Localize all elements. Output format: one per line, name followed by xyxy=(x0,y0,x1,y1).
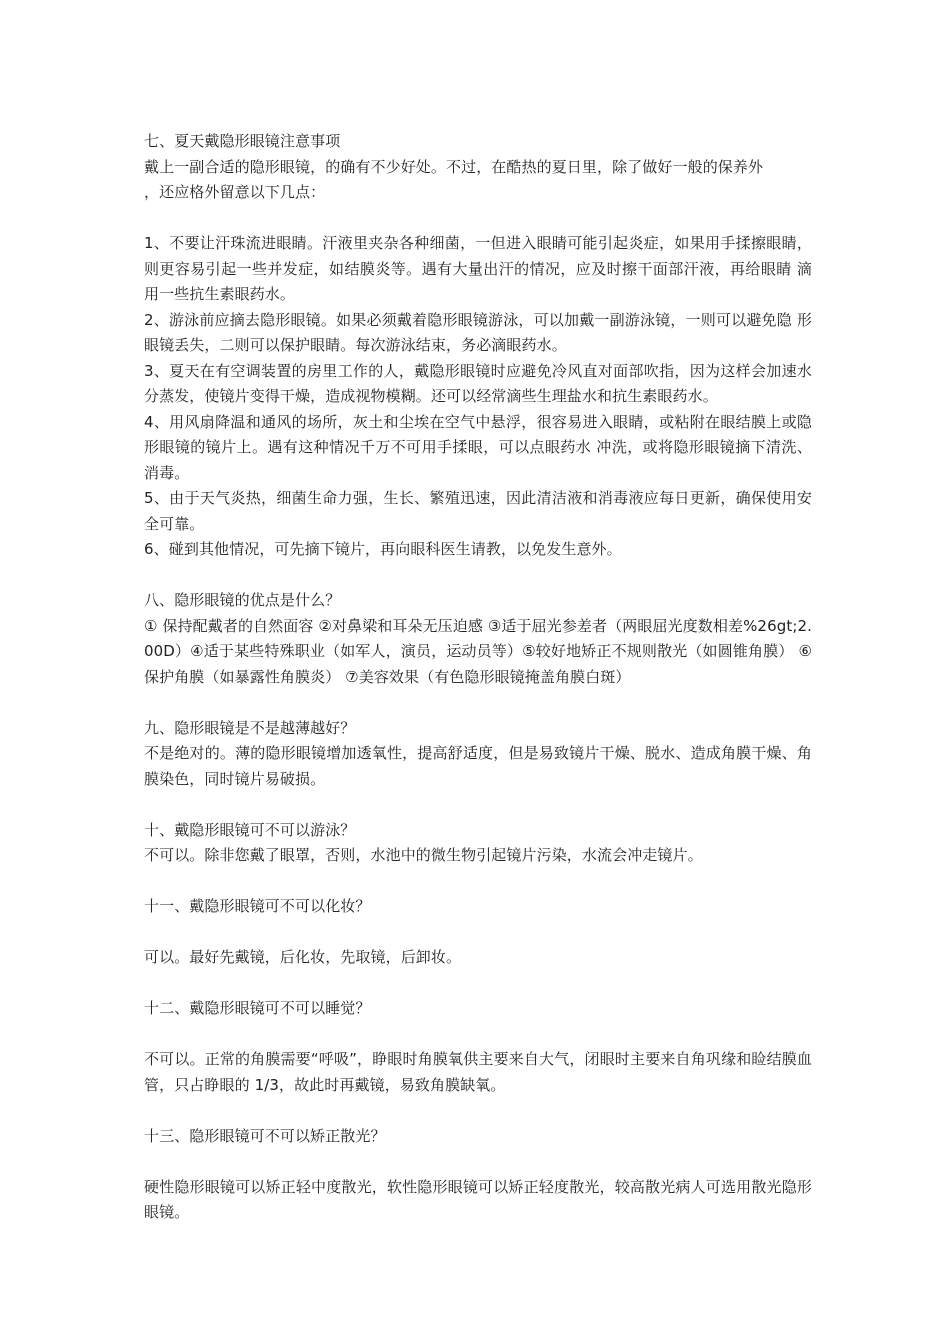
section-13-body: 硬性隐形眼镜可以矫正轻中度散光，软性隐形眼镜可以矫正轻度散光，较高散光病人可选用散光隐形眼镜。 xyxy=(144,1177,812,1221)
section-12-body: 不可以。正常的角膜需要“呼吸”，睁眼时角膜氧供主要来自大气，闭眼时主要来自角巩缘和睑结膜血管，只占睁眼的 1/3，故此时再戴镜，易致角膜缺氧。 xyxy=(144,1050,812,1094)
section-7-item-2: 2、游泳前应摘去隐形眼镜。如果必须戴着隐形眼镜游泳，可以加戴一副游泳镜，一则可以避免隐 形眼镜丢失，二则可以保护眼睛。每次游泳结束，务必滴眼药水。 xyxy=(144,310,812,354)
section-7-title: 七、夏天戴隐形眼镜注意事项 xyxy=(144,132,341,150)
section-10-title: 十、戴隐形眼镜可不可以游泳？ xyxy=(144,820,356,839)
blank-line xyxy=(144,563,812,589)
section-7-item-6: 6、碰到其他情况，可先摘下镜片，再向眼科医生请教，以免发生意外。 xyxy=(144,540,622,558)
section-7-item-1: 1、不要让汗珠流进眼睛。汗液里夹杂各种细菌，一但进入眼睛可能引起炎症，如果用手揉擦眼睛，则更容易引起一些并发症，如结膜炎等。遇有大量出汗的情况，应及时擦干面部汗液，再给眼睛 滴用一些抗生素眼药水。 xyxy=(144,234,812,303)
section-11-title: 十一、戴隐形眼镜可不可以化妆？ xyxy=(144,897,371,915)
section-12-title: 十二、戴隐形眼镜可不可以睡觉？ xyxy=(144,999,371,1017)
section-9-title: 九、隐形眼镜是不是越薄越好？ xyxy=(144,718,356,737)
section-7-item-5: 5、由于天气炎热，细菌生命力强，生长、繁殖迅速，因此清洁液和消毒液应每日更新，确保使用安全可靠。 xyxy=(144,489,812,533)
section-10-body: 不可以。除非您戴了眼罩，否则，水池中的微生物引起镜片污染，水流会冲走镜片。 xyxy=(144,846,703,864)
blank-line xyxy=(144,206,812,232)
blank-line xyxy=(144,792,812,818)
blank-line xyxy=(144,690,812,716)
section-13-title: 十三、隐形眼镜可不可以矫正散光？ xyxy=(144,1126,386,1145)
section-7-intro-line-1: 戴上一副合适的隐形眼镜，的确有不少好处。不过，在酷热的夏日里，除了做好一般的保养外 xyxy=(144,157,764,176)
section-8-body: ① 保持配戴者的自然面容 ②对鼻梁和耳朵无压迫感 ③适于屈光参差者（两眼屈光度数相差%26gt;2.00D）④适于某些特殊职业（如军人，演员，运动员等）⑤较好地矫正不规则散光（如圆锥角膜） ⑥保护角膜（如暴露性角膜炎） ⑦美容效果（有色隐形眼镜掩盖角膜白斑） xyxy=(144,616,812,686)
blank-line xyxy=(144,1022,812,1048)
section-9-body: 不是绝对的。薄的隐形眼镜增加透氧性，提高舒适度，但是易致镜片干燥、脱水、造成角膜干燥、角膜染色，同时镜片易破损。 xyxy=(144,744,812,788)
blank-line xyxy=(144,971,812,997)
blank-line xyxy=(144,869,812,895)
blank-line xyxy=(144,1149,812,1175)
section-11-body: 可以。最好先戴镜，后化妆，先取镜，后卸妆。 xyxy=(144,948,462,966)
section-7-item-4: 4、用风扇降温和通风的场所，灰土和尘埃在空气中悬浮，很容易进入眼睛，或粘附在眼结膜上或隐形眼镜的镜片上。遇有这种情况千万不可用手揉眼，可以点眼药水 冲洗，或将隐形眼镜摘下清洗、消毒。 xyxy=(144,412,812,482)
blank-line xyxy=(144,920,812,946)
section-8-title: 八、隐形眼镜的优点是什么？ xyxy=(144,591,341,609)
section-7-intro-line-2: ，还应格外留意以下几点： xyxy=(144,183,326,201)
document-body xyxy=(144,129,812,1226)
section-7-item-3: 3、夏天在有空调装置的房里工作的人，戴隐形眼镜时应避免冷风直对面部吹指，因为这样会加速水分蒸发，使镜片变得干燥，造成视物模糊。还可以经常滴些生理盐水和抗生素眼药水。 xyxy=(144,361,812,405)
blank-line xyxy=(144,1098,812,1124)
